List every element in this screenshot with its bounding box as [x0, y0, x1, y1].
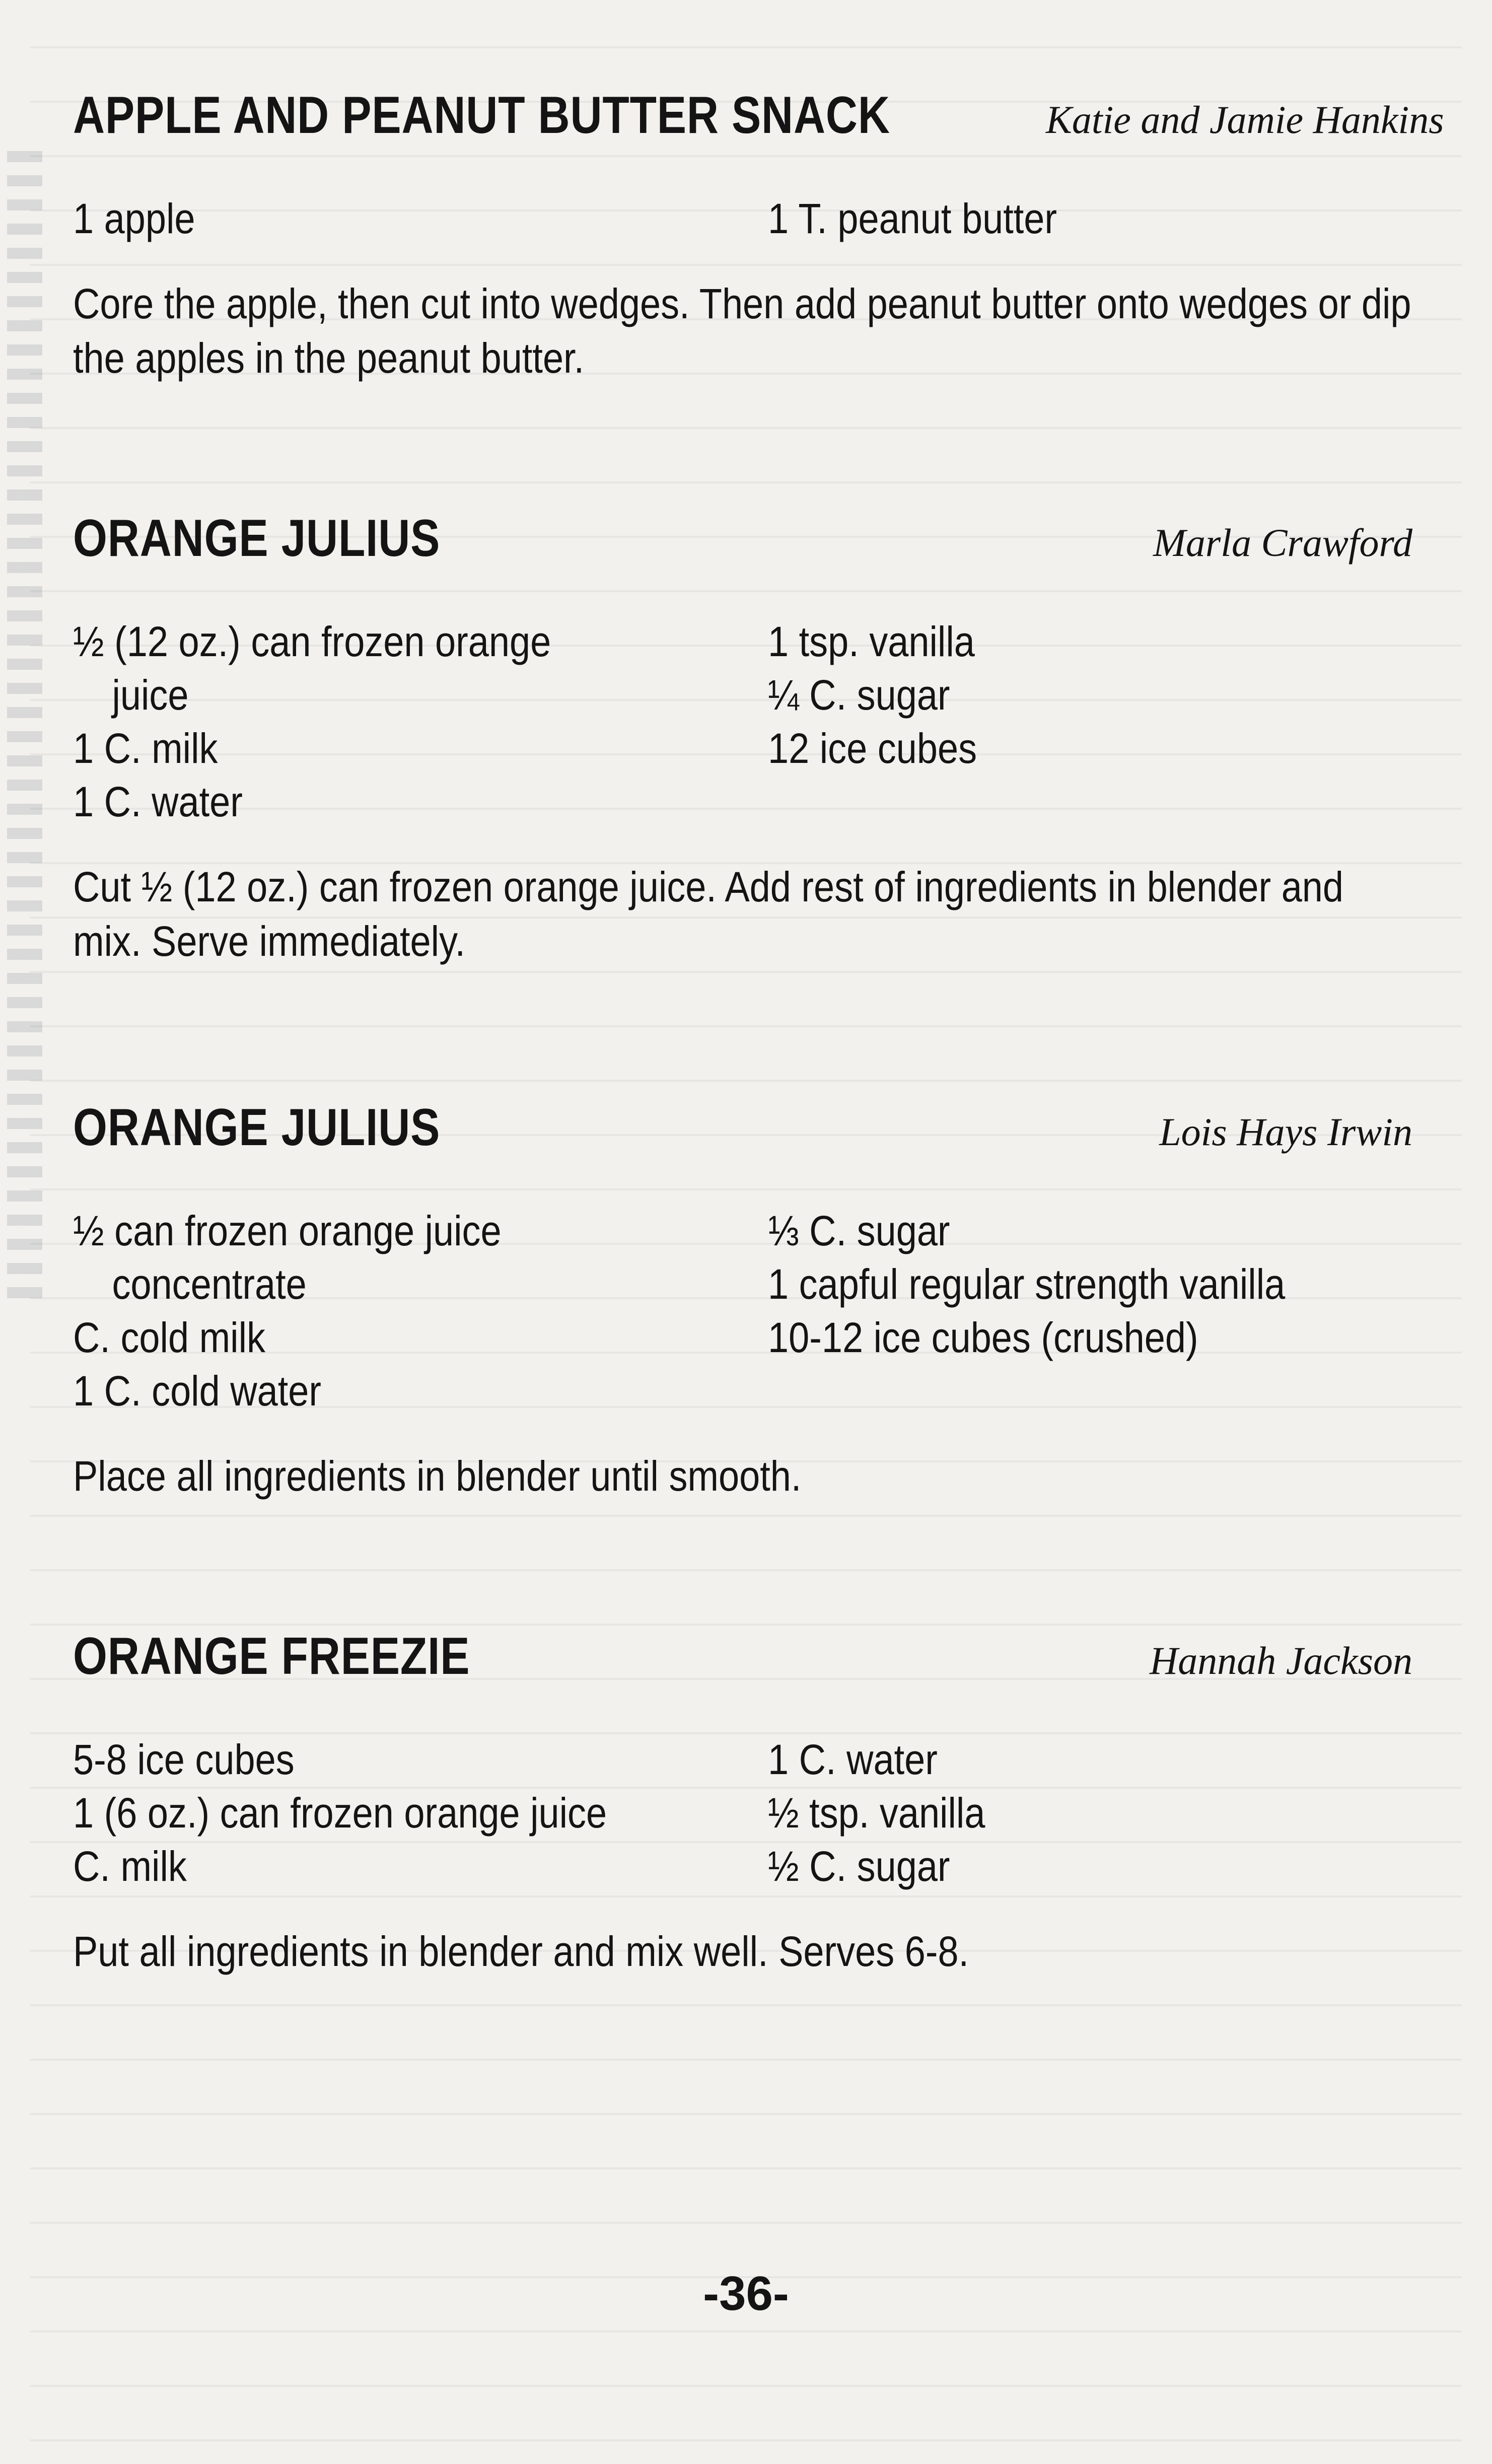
- ingredient: ⅓ C. sugar: [768, 1207, 950, 1254]
- ingredient: ½ tsp. vanilla: [768, 1789, 985, 1837]
- ingredient-column-left: [73, 192, 768, 245]
- recipe-orange-julius-crawford: [73, 509, 1412, 968]
- ingredient: ½ (12 oz.) can frozen orange: [73, 618, 551, 665]
- recipe-title: ORANGE JULIUS: [73, 509, 441, 568]
- ingredient: 1 T. peanut butter: [768, 195, 1057, 242]
- ingredient-column-left: [73, 1204, 768, 1418]
- recipe-orange-julius-irwin: [73, 1098, 1412, 1503]
- ingredient: ½ can frozen orange juice: [73, 1207, 502, 1254]
- recipe-apple-peanut-butter-snack: [73, 86, 1444, 385]
- recipe-author: Lois Hays Irwin: [1159, 1110, 1412, 1154]
- ingredient: 1 C. milk: [73, 725, 218, 772]
- ingredient: C. cold milk: [73, 1314, 265, 1361]
- margin-marks: [7, 151, 42, 1309]
- ingredient: 1 C. water: [73, 778, 243, 825]
- ingredient: 5-8 ice cubes: [73, 1736, 295, 1783]
- ingredient-column-right: [768, 192, 1412, 245]
- ingredient: 1 (6 oz.) can frozen orange juice: [73, 1789, 607, 1837]
- ingredient: ½ C. sugar: [768, 1843, 950, 1890]
- ingredient-list: [73, 1733, 1412, 1893]
- recipe-directions: Core the apple, then cut into wedges. Then add peanut butter onto wedges or dip the apples in the peanut butter.: [73, 280, 1411, 382]
- ingredient-column-left: [73, 1733, 768, 1893]
- ingredient: 1 tsp. vanilla: [768, 618, 975, 665]
- recipe-directions: Put all ingredients in blender and mix well. Serves 6-8.: [73, 1928, 969, 1975]
- ingredient: 1 apple: [73, 195, 195, 242]
- ingredient-column-left: [73, 615, 768, 828]
- recipe-title: ORANGE JULIUS: [73, 1098, 441, 1157]
- ingredient-list: [73, 192, 1412, 245]
- ingredient: 12 ice cubes: [768, 725, 977, 772]
- recipe-title: APPLE AND PEANUT BUTTER SNACK: [73, 86, 890, 145]
- ingredient: 1 C. cold water: [73, 1367, 322, 1415]
- recipe-title: ORANGE FREEZIE: [73, 1627, 470, 1685]
- ingredient: 1 C. water: [768, 1736, 938, 1783]
- recipe-directions: Place all ingredients in blender until smooth.: [73, 1452, 802, 1500]
- ingredient-list: [73, 615, 1412, 828]
- ingredient-column-right: [768, 1733, 1412, 1893]
- page-number: -36-: [703, 2267, 789, 2320]
- ingredient-list: [73, 1204, 1412, 1418]
- recipe-author: Hannah Jackson: [1149, 1639, 1412, 1682]
- ingredient: ¼ C. sugar: [768, 671, 950, 719]
- ingredient: juice: [112, 671, 189, 719]
- ingredient-column-right: [768, 615, 1412, 828]
- ingredient: 10-12 ice cubes (crushed): [768, 1314, 1198, 1361]
- recipe-directions: Cut ½ (12 oz.) can frozen orange juice. Add rest of ingredients in blender and mix. Serve immediately.: [73, 863, 1344, 965]
- ingredient-column-right: [768, 1204, 1412, 1418]
- recipe-orange-freezie: [73, 1627, 1412, 1979]
- ingredient: 1 capful regular strength vanilla: [768, 1260, 1286, 1308]
- recipe-author: Katie and Jamie Hankins: [1045, 98, 1444, 142]
- recipe-author: Marla Crawford: [1153, 521, 1412, 565]
- ingredient: C. milk: [73, 1843, 187, 1890]
- ingredient: concentrate: [112, 1260, 307, 1308]
